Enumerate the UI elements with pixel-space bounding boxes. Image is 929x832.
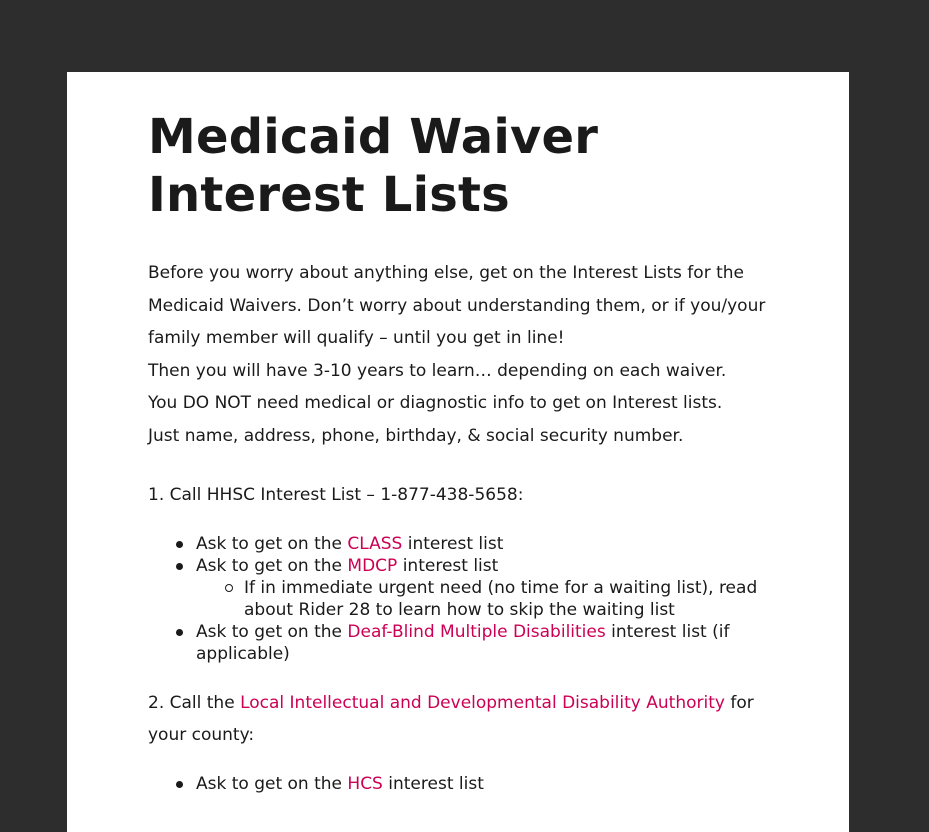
list-item-prefix: Ask to get on the <box>196 556 348 576</box>
list-item-prefix: Ask to get on the <box>196 774 348 794</box>
list-item-prefix: Ask to get on the <box>196 534 348 554</box>
page-title <box>148 108 769 224</box>
list-item-mdcp <box>148 555 769 621</box>
list-item-prefix: Ask to get on the <box>196 622 348 642</box>
list-item-deaf-blind <box>148 621 769 665</box>
page-title-line-1: Medicaid Waiver <box>148 109 599 165</box>
lidda-link[interactable]: Local Intellectual and Developmental Disability Authority <box>240 693 725 713</box>
list-item-class <box>148 533 769 555</box>
page-title-line-2: Interest Lists <box>148 167 510 223</box>
step-2-suffix: for your county: <box>148 693 754 745</box>
list-item-suffix: interest list <box>402 534 504 554</box>
list-item-suffix: interest list <box>382 774 484 794</box>
list-item-suffix: interest list <box>397 556 499 576</box>
step-2-list <box>148 773 769 795</box>
list-item-hcs <box>148 773 769 795</box>
intro-line-1: Before you worry about anything else, get on the Interest Lists for the Medicaid Waivers. Don’t worry about understanding them, or if you/your family member will qualify – until you get in line! <box>148 263 766 348</box>
hcs-link[interactable]: HCS <box>347 774 383 794</box>
deaf-blind-link[interactable]: Deaf-Blind Multiple Disabilities <box>347 622 606 642</box>
intro-paragraph <box>148 257 769 452</box>
step-1-heading: 1. Call HHSC Interest List – 1-877-438-5658: <box>148 485 524 505</box>
intro-line-2: Then you will have 3-10 years to learn… depending on each waiver. <box>148 360 727 381</box>
class-link[interactable]: CLASS <box>347 534 403 554</box>
sub-list-item-rider-28: If in immediate urgent need (no time for a waiting list), read about Rider 28 to learn how to skip the waiting list <box>196 577 769 621</box>
step-2-heading <box>148 687 769 751</box>
mdcp-sub-list <box>196 577 769 621</box>
intro-line-3: You DO NOT need medical or diagnostic info to get on Interest lists. <box>148 393 723 413</box>
list-item-suffix: interest list (if applicable) <box>196 622 730 664</box>
intro-line-4: Just name, address, phone, birthday, & social security number. <box>148 425 684 446</box>
mdcp-link[interactable]: MDCP <box>347 556 398 576</box>
article-card <box>67 72 849 832</box>
step-1-list <box>148 533 769 665</box>
step-2-prefix: 2. Call the <box>148 693 241 713</box>
